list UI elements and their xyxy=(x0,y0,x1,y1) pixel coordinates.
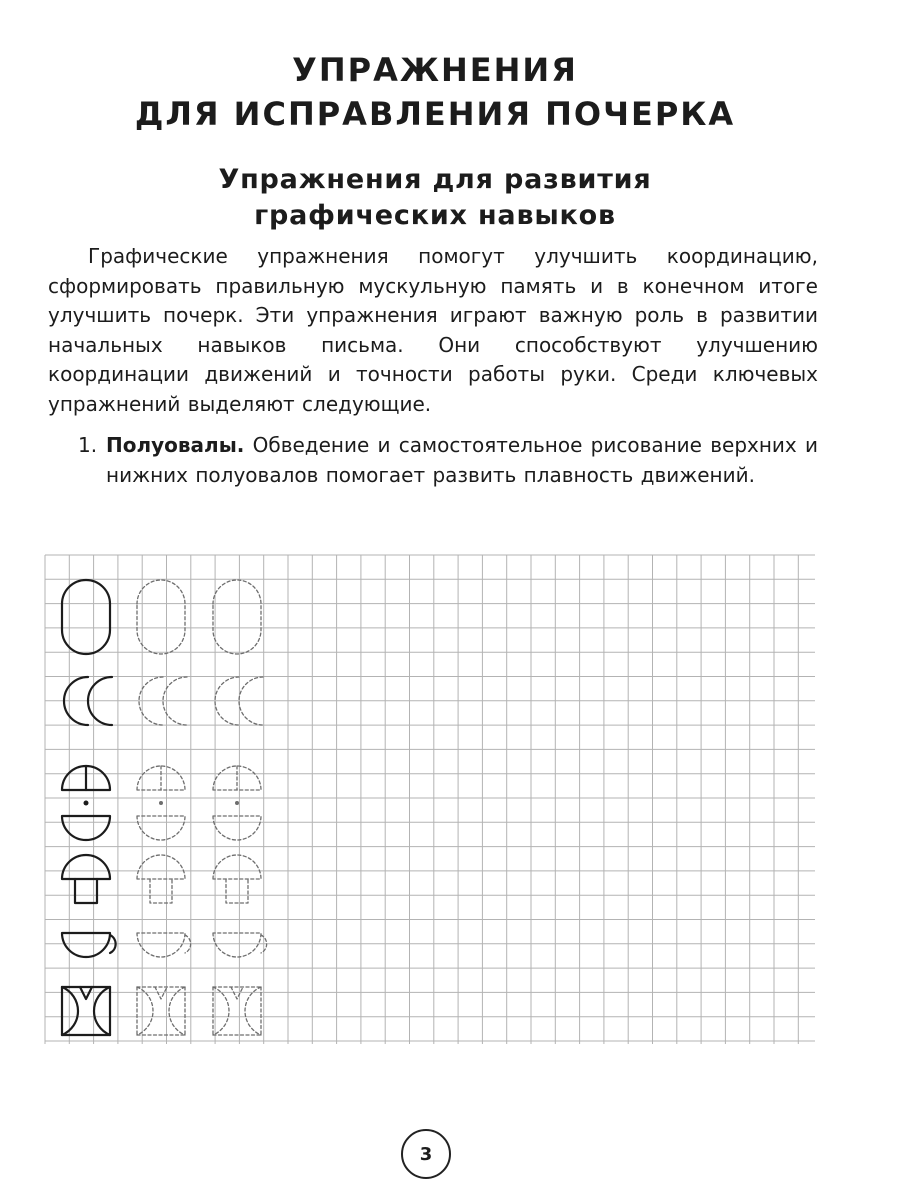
section-title-line-1: Упражнения для развития xyxy=(218,164,652,195)
cup-trace-stroke xyxy=(137,933,185,957)
section-title-line-2: графических навыков xyxy=(254,200,616,231)
oval-center-dot xyxy=(235,801,239,805)
oval-center-dot xyxy=(84,801,89,806)
intro-paragraph: Графические упражнения помогут улучшить координацию, сформировать правильную мускульную память и в конечном итоге улучшить почерк. Эти упражнения играют важную роль в развитии начальных навыков письма. Они способствуют улучшению координации движений и точности работы руки. Среди ключевых упражнений выделяют следующие. xyxy=(48,244,818,416)
vertical-oval-trace-stroke xyxy=(213,580,261,654)
butterfly-trace-stroke xyxy=(245,987,261,1035)
mushroom-trace-stroke xyxy=(150,879,172,903)
task-name: Полуовалы. xyxy=(106,433,245,457)
butterfly-sample-stroke xyxy=(62,987,78,1035)
butterfly-trace-stroke xyxy=(155,987,167,999)
page-number: 3 xyxy=(401,1129,451,1179)
mushroom-trace-stroke xyxy=(226,879,248,903)
butterfly-sample-stroke xyxy=(94,987,110,1035)
dot-oval-trace-stroke xyxy=(137,816,185,840)
dot-oval-trace-stroke xyxy=(213,816,261,840)
butterfly-trace-stroke xyxy=(169,987,185,1035)
butterfly-trace-stroke xyxy=(137,987,153,1035)
butterfly-sample-stroke xyxy=(80,987,92,999)
grid-lines xyxy=(45,555,815,1044)
oval-center-dot xyxy=(159,801,163,805)
vertical-oval-trace-stroke xyxy=(137,580,185,654)
mushroom-trace-stroke xyxy=(213,855,261,879)
butterfly-trace-stroke xyxy=(231,987,243,999)
exercise-shapes xyxy=(62,580,267,1035)
page-title-line-2: ДЛЯ ИСПРАВЛЕНИЯ ПОЧЕРКА xyxy=(134,95,736,133)
cup-trace-stroke xyxy=(213,933,261,957)
task-number: 1. xyxy=(78,433,98,457)
page-title-line-1: УПРАЖНЕНИЯ xyxy=(292,51,578,89)
mushroom-trace-stroke xyxy=(137,855,185,879)
task-description: Обведение и самостоятельное рисование верхних и нижних полуовалов помогает развить плавность движений. xyxy=(106,433,818,487)
